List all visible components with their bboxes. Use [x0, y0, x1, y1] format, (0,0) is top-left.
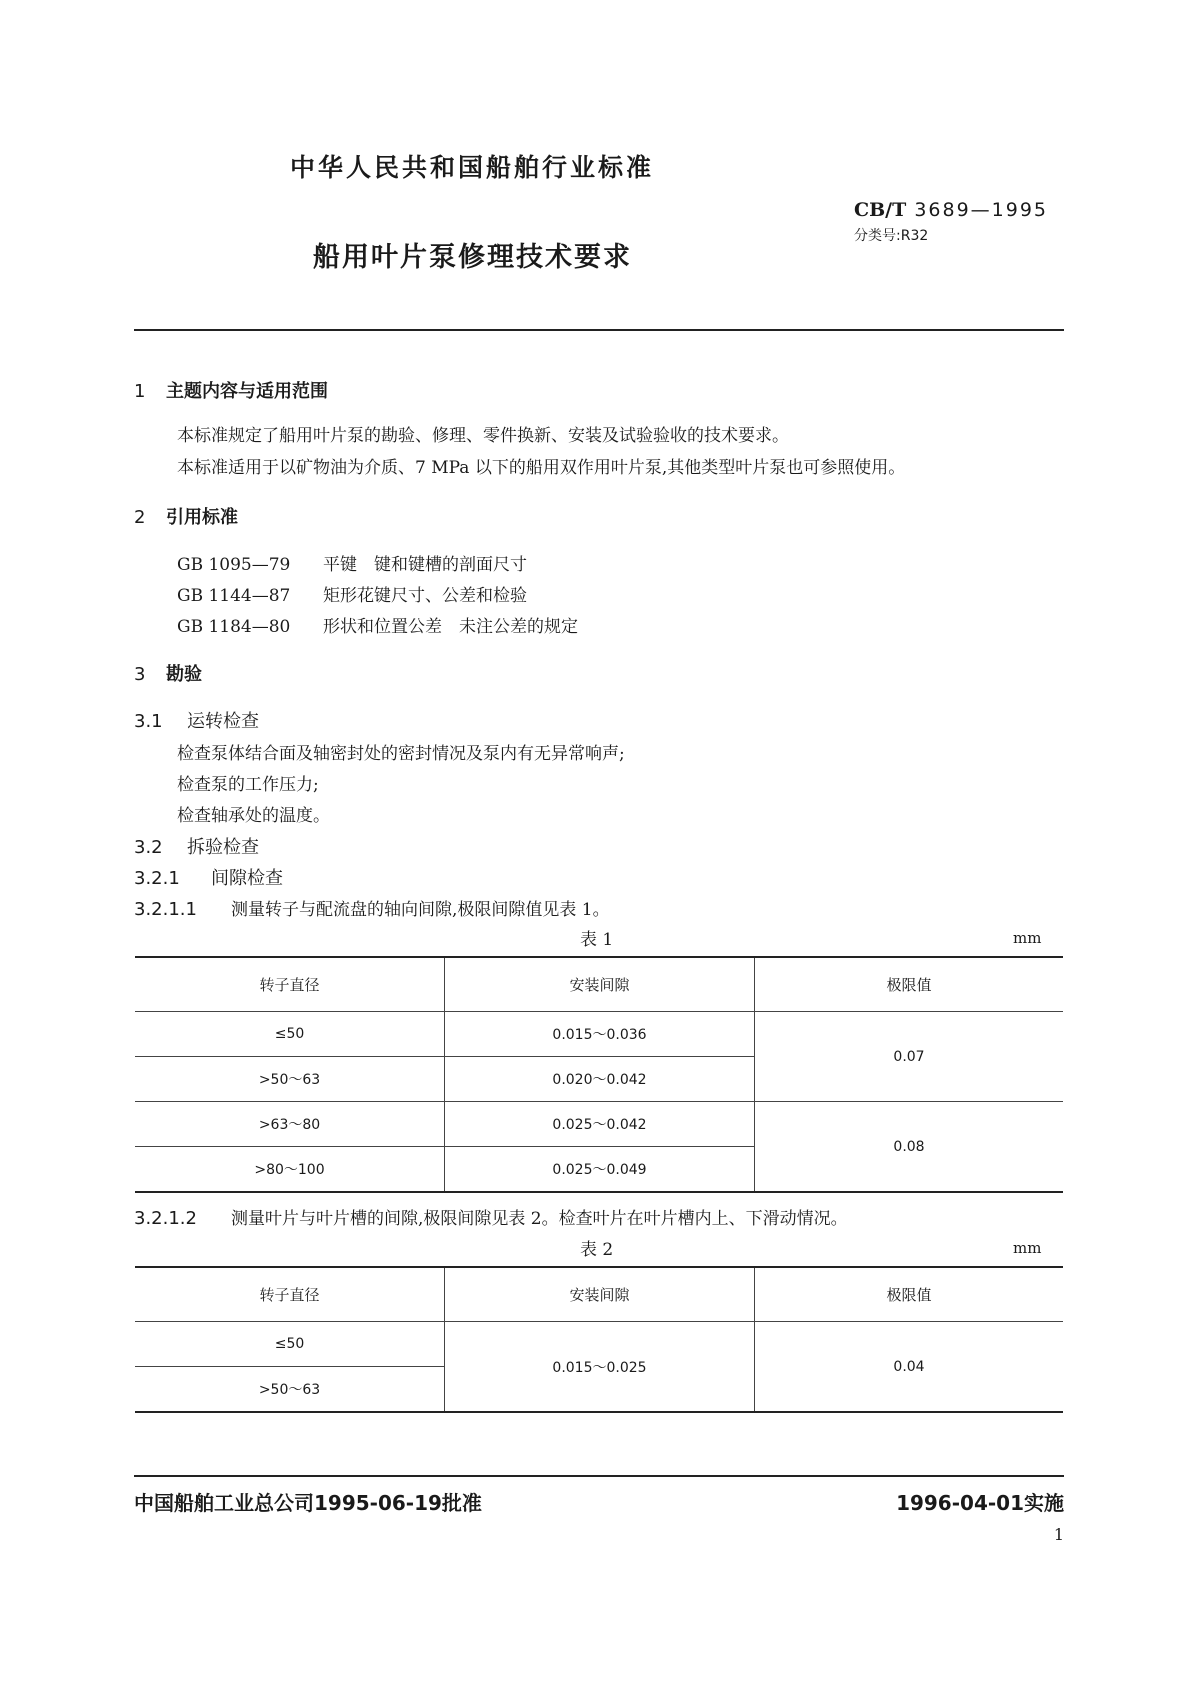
- table-cell: >50～63: [135, 1057, 445, 1102]
- clause-text: 测量叶片与叶片槽的间隙,极限间隙见表 2。检查叶片在叶片槽内上、下滑动情况。: [231, 1209, 848, 1229]
- table-cell: 0.08: [755, 1102, 1064, 1193]
- standard-title: 船用叶片泵修理技术要求: [313, 242, 632, 273]
- check-item: 检查泵体结合面及轴密封处的密封情况及泵内有无异常响声;: [177, 744, 625, 764]
- subsection-title: 运转检查: [187, 711, 259, 732]
- table-2-caption: 表 2: [580, 1240, 614, 1260]
- table-cell: 0.04: [755, 1322, 1064, 1413]
- table-1-unit: mm: [1013, 929, 1042, 947]
- column-header: 转子直径: [135, 957, 445, 1012]
- subsection-number: 3.2: [134, 837, 163, 858]
- column-header: 转子直径: [135, 1267, 445, 1322]
- reference-item: [177, 581, 527, 606]
- reference-title: 矩形花键尺寸、公差和检验: [323, 586, 527, 606]
- table-cell: >80～100: [135, 1147, 445, 1193]
- issuing-authority-heading: 中华人民共和国船舶行业标准: [290, 153, 655, 182]
- table-1: [135, 956, 1063, 1193]
- table-row: [135, 1322, 1063, 1367]
- table-cell: ≤50: [135, 1322, 445, 1367]
- subsection-number: 3.2.1: [134, 868, 180, 889]
- subsection-number: 3.1: [134, 711, 163, 732]
- check-item: 检查泵的工作压力;: [177, 775, 319, 795]
- section-3-heading: [134, 660, 202, 686]
- subsection-3-2-1: [134, 864, 283, 890]
- table-cell: 0.020～0.042: [445, 1057, 755, 1102]
- reference-title: 平键 键和键槽的剖面尺寸: [323, 555, 527, 575]
- table-cell: 0.025～0.049: [445, 1147, 755, 1193]
- clause-text: 测量转子与配流盘的轴向间隙,极限间隙值见表 1。: [231, 900, 610, 920]
- table-cell: 0.07: [755, 1012, 1064, 1102]
- clause-number: 3.2.1.2: [134, 1208, 197, 1229]
- section-number: 1: [134, 381, 146, 402]
- reference-code: GB 1184—80: [177, 617, 291, 637]
- reference-code: GB 1095—79: [177, 555, 291, 575]
- reference-code: GB 1144—87: [177, 586, 291, 606]
- table-row: [135, 1102, 1063, 1147]
- table-cell: 0.015～0.025: [445, 1322, 755, 1413]
- table-cell: >50～63: [135, 1367, 445, 1413]
- table-2-unit: mm: [1013, 1239, 1042, 1257]
- section-title: 主题内容与适用范围: [166, 381, 328, 402]
- table-2: [135, 1266, 1063, 1413]
- table-cell: ≤50: [135, 1012, 445, 1057]
- reference-title: 形状和位置公差 未注公差的规定: [323, 617, 578, 637]
- code-number: 3689—1995: [914, 199, 1049, 221]
- clause-number: 3.2.1.1: [134, 899, 197, 920]
- column-header: 安装间隙: [445, 1267, 755, 1322]
- section-1-heading: [134, 377, 328, 403]
- column-header: 极限值: [755, 1267, 1064, 1322]
- section-title: 勘验: [166, 664, 202, 685]
- check-item: 检查轴承处的温度。: [177, 806, 330, 826]
- column-header: 安装间隙: [445, 957, 755, 1012]
- table-header-row: [135, 957, 1063, 1012]
- approval-line: 中国船舶工业总公司1995-06-19批准: [134, 1491, 482, 1515]
- subsection-title: 拆验检查: [187, 837, 259, 858]
- clause-3-2-1-2: [134, 1204, 848, 1229]
- table-cell: 0.015～0.036: [445, 1012, 755, 1057]
- code-prefix: CB/T: [854, 199, 907, 221]
- header-divider: [134, 329, 1064, 331]
- subsection-3-1: [134, 707, 259, 733]
- footer-divider: [134, 1475, 1064, 1477]
- standard-code: [854, 199, 1048, 221]
- page-number: 1: [1053, 1525, 1064, 1544]
- table-cell: >63～80: [135, 1102, 445, 1147]
- table-1-caption: 表 1: [580, 930, 614, 950]
- section-2-heading: [134, 503, 238, 529]
- reference-item: [177, 550, 527, 575]
- section-number: 2: [134, 507, 146, 528]
- clause-3-2-1-1: [134, 895, 610, 920]
- section-number: 3: [134, 664, 146, 685]
- effective-date-line: 1996-04-01实施: [896, 1491, 1064, 1515]
- paragraph: 本标准适用于以矿物油为介质、7 MPa 以下的船用双作用叶片泵,其他类型叶片泵也可参照使用。: [177, 458, 906, 478]
- table-header-row: [135, 1267, 1063, 1322]
- subsection-3-2: [134, 833, 259, 859]
- classification-number: 分类号:R32: [854, 228, 929, 244]
- table-cell: 0.025～0.042: [445, 1102, 755, 1147]
- paragraph: 本标准规定了船用叶片泵的勘验、修理、零件换新、安装及试验验收的技术要求。: [177, 426, 789, 446]
- subsection-title: 间隙检查: [211, 868, 283, 889]
- table-row: [135, 1012, 1063, 1057]
- section-title: 引用标准: [166, 507, 238, 528]
- column-header: 极限值: [755, 957, 1064, 1012]
- reference-item: [177, 612, 578, 637]
